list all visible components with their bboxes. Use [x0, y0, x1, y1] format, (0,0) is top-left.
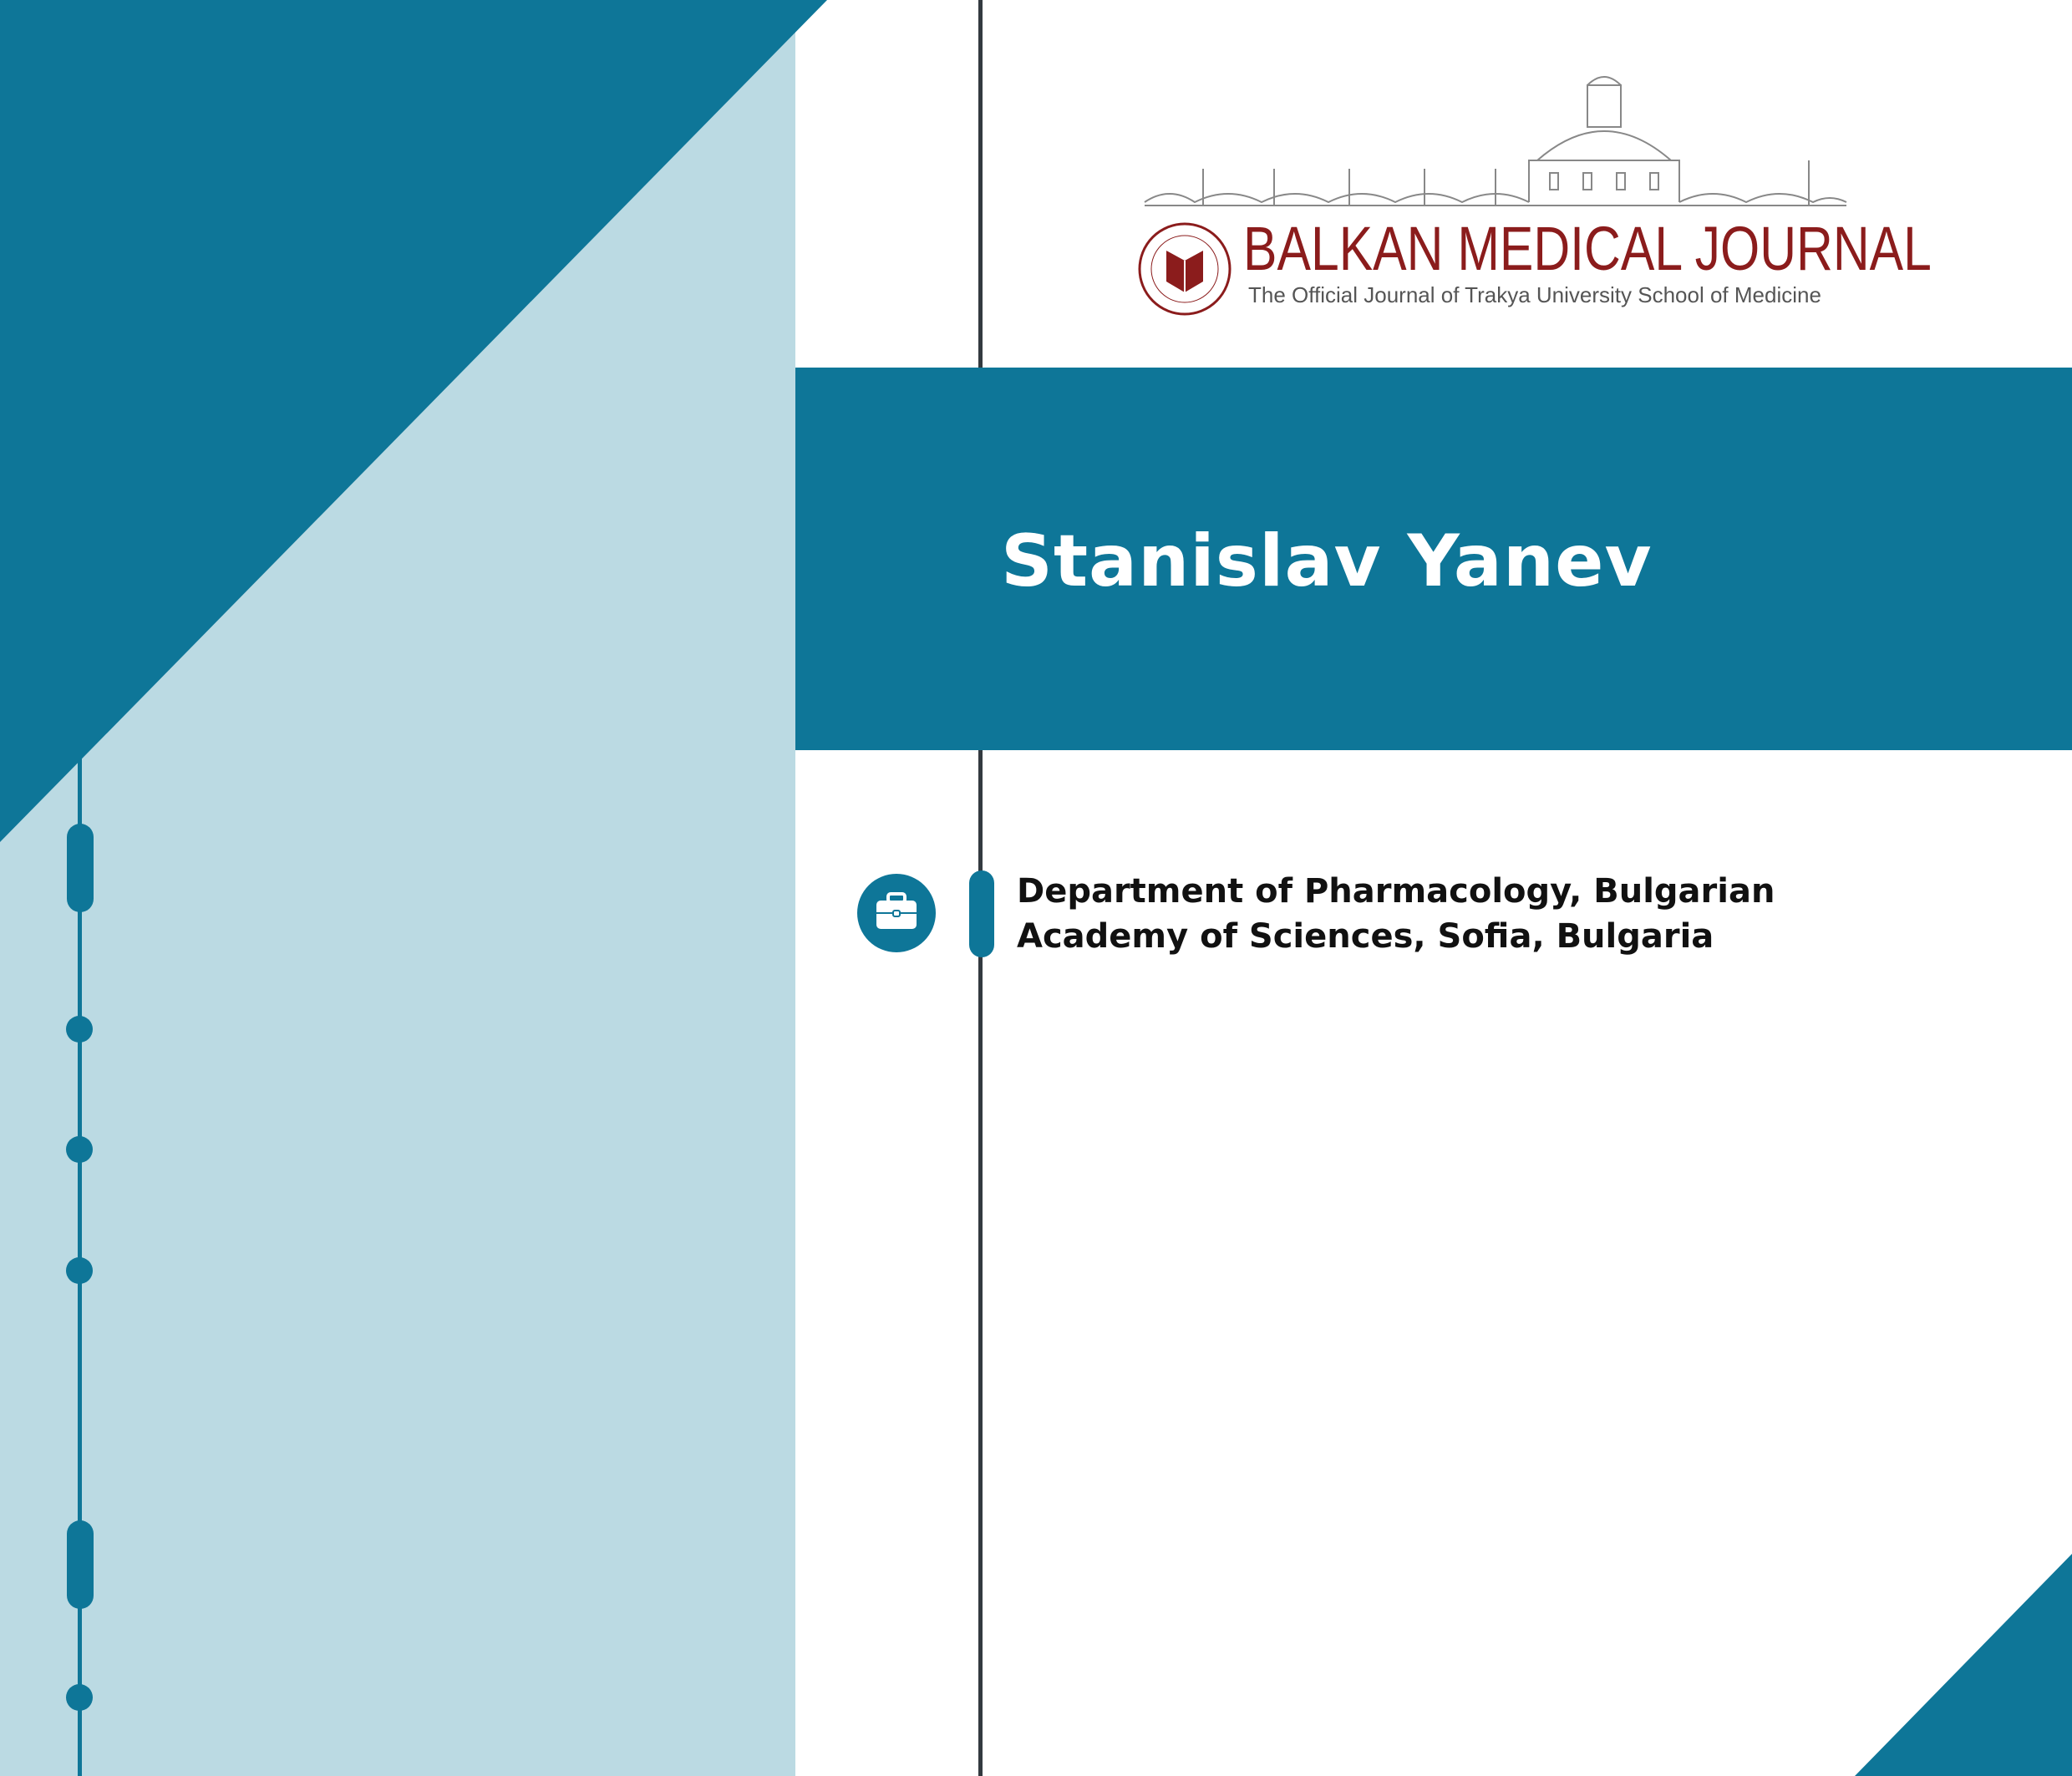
top-left-triangle	[0, 0, 827, 842]
timeline-dot	[66, 1136, 93, 1163]
timeline-decor	[66, 756, 94, 1776]
affiliation-text: Department of Pharmacology, Bulgarian Academy of Sciences, Sofia, Bulgaria	[1017, 872, 1775, 956]
timeline-pill-bottom	[67, 1520, 94, 1609]
book-seal-icon	[1140, 224, 1230, 314]
logo-subtitle: The Official Journal of Trakya University School of Medicine	[1248, 282, 1821, 307]
person-name: Stanislav Yanev	[1001, 520, 1653, 603]
briefcase-icon	[857, 874, 936, 952]
affiliation-marker	[969, 870, 994, 957]
timeline-dot	[66, 1257, 93, 1284]
university-building-icon	[1145, 77, 1846, 206]
timeline-dot	[66, 1684, 93, 1711]
timeline-dot	[66, 1016, 93, 1043]
timeline-pill-top	[67, 824, 94, 912]
bottom-right-triangle	[1855, 1554, 2072, 1776]
logo-title: BALKAN MEDICAL JOURNAL	[1243, 214, 1932, 283]
